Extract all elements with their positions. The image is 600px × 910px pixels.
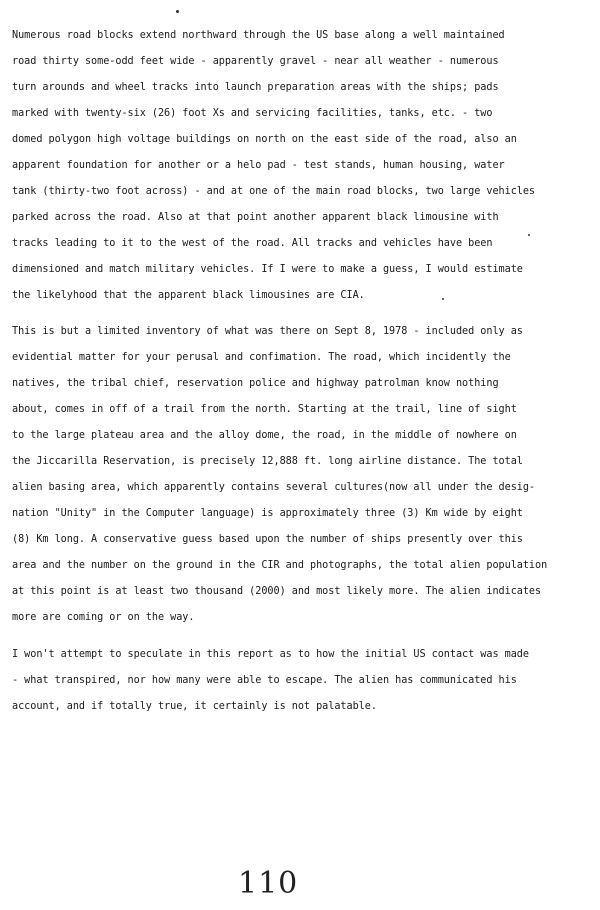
text-line: domed polygon high voltage buildings on north on the east side of the road, also an [12,133,517,145]
page-number: 110 [238,866,299,901]
text-line: tank (thirty-two foot across) - and at one of the main road blocks, two large vehicles [12,185,536,197]
text-line: account, and if totally true, it certainly is not palatable. [12,700,377,712]
text-line: tracks leading to it to the west of the road. All tracks and vehicles have been [12,237,493,249]
text-line: dimensioned and match military vehicles. If I were to make a guess, I would estimate [12,263,523,275]
text-line: - what transpired, nor how many were able to escape. The alien has communicated his [12,674,517,686]
text-line: about, comes in off of a trail from the north. Starting at the trail, line of sight [12,403,517,415]
text-line: turn arounds and wheel tracks into launch preparation areas with the ships; pads [12,81,499,93]
text-line: the likelyhood that the apparent black limousines are CIA. [12,289,365,301]
scan-speck [176,10,179,13]
text-line: road thirty some-odd feet wide - apparently gravel - near all weather - numerous [12,55,499,67]
text-line: parked across the road. Also at that point another apparent black limousine with [12,211,499,223]
text-line: apparent foundation for another or a helo pad - test stands, human housing, water [12,159,505,171]
text-line: I won't attempt to speculate in this report as to how the initial US contact was made [12,648,529,660]
text-line: Numerous road blocks extend northward through the US base along a well maintained [12,29,505,41]
text-line: nation "Unity" in the Computer language) is approximately three (3) Km wide by eight [12,507,523,519]
paragraph-2 [12,318,590,630]
text-line: more are coming or on the way. [12,611,195,623]
text-line: natives, the tribal chief, reservation police and highway patrolman know nothing [12,377,499,389]
text-line: alien basing area, which apparently contains several cultures(now all under the desig- [12,481,536,493]
text-line: to the large plateau area and the alloy dome, the road, in the middle of nowhere on [12,429,517,441]
paragraph-1 [12,22,590,308]
text-line: the Jiccarilla Reservation, is precisely 12,888 ft. long airline distance. The total [12,455,523,467]
text-line: marked with twenty-six (26) foot Xs and servicing facilities, tanks, etc. - two [12,107,493,119]
text-line: (8) Km long. A conservative guess based upon the number of ships presently over this [12,533,523,545]
text-line: at this point is at least two thousand (2000) and most likely more. The alien indicates [12,585,542,597]
text-line: evidential matter for your perusal and confimation. The road, which incidently the [12,351,511,363]
text-line: This is but a limited inventory of what was there on Sept 8, 1978 - included only as [12,325,523,337]
text-line: area and the number on the ground in the CIR and photographs, the total alien population [12,559,548,571]
paragraph-3 [12,641,590,719]
